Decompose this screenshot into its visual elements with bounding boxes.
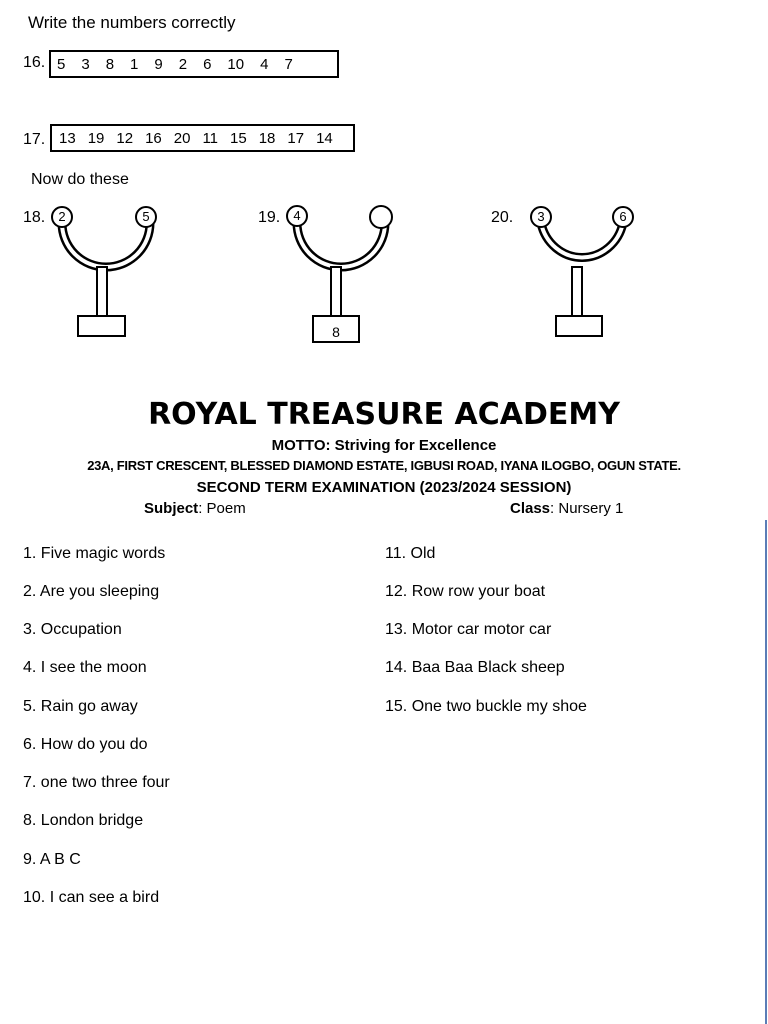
number: 1 [130,55,139,73]
list-item: 15. One two buckle my shoe [385,698,587,715]
list-item: 13. Motor car motor car [385,621,552,638]
number: 4 [260,55,269,73]
subject-line [144,500,246,517]
number: 7 [284,55,293,73]
list-item: 1. Five magic words [23,545,166,562]
class-line [510,500,623,517]
subheading: Now do these [31,171,129,188]
school-address: 23A, FIRST CRESCENT, BLESSED DIAMOND ESTATE, IGBUSI ROAD, IYANA ILOGBO, OGUN STATE. [87,458,681,473]
number: 19 [87,129,105,147]
number: 5 [57,55,66,73]
number: 6 [203,55,212,73]
abacus-18-left-bead: 2 [51,206,73,228]
subject-value: : Poem [198,500,246,517]
list-item: 3. Occupation [23,621,122,638]
class-label: Class [510,500,551,517]
question-20-label: 20. [491,209,514,226]
class-value: : Nursery 1 [550,500,624,517]
number: 14 [316,129,333,147]
list-item: 7. one two three four [23,774,170,791]
list-item: 11. Old [385,545,436,562]
list-item: 14. Baa Baa Black sheep [385,659,565,676]
number: 15 [230,129,247,147]
exam-title: SECOND TERM EXAMINATION (2023/2024 SESSION) [196,479,572,496]
abacus-19-base: 8 [312,315,360,343]
subject-label: Subject [144,500,199,517]
abacus-20-left-bead: 3 [530,206,552,228]
list-item: 4. I see the moon [23,659,147,676]
question-19-label: 19. [258,209,281,226]
page-edge-rule [765,520,767,1024]
number: 2 [178,55,188,73]
number: 11 [202,129,219,147]
number: 17 [287,129,305,147]
question-16-label: 16. [23,54,46,71]
question-17-label: 17. [23,131,46,148]
question-17-number-box [50,124,355,152]
abacus-18-right-bead: 5 [135,206,157,228]
list-item: 8. London bridge [23,812,144,829]
number: 16 [145,129,162,147]
list-item: 12. Row row your boat [385,583,546,600]
list-item: 6. How do you do [23,736,148,753]
number: 3 [81,55,90,73]
list-item: 2. Are you sleeping [23,583,160,600]
abacus-20-base [555,315,603,337]
abacus-19-right-bead [369,205,393,229]
school-motto: MOTTO: Striving for Excellence [271,437,497,454]
number: 18 [258,129,276,147]
number: 8 [105,55,115,73]
abacus-20-right-bead: 6 [612,206,634,228]
list-item: 10. I can see a bird [23,889,160,906]
number: 20 [173,129,191,147]
list-item: 5. Rain go away [23,698,138,715]
question-16-number-box [49,50,339,78]
question-18-label: 18. [23,209,46,226]
number: 10 [227,55,245,73]
abacus-19-left-bead: 4 [286,205,308,227]
number: 13 [59,129,76,147]
number: 12 [116,129,134,147]
abacus-18-base [77,315,126,337]
school-name: ROYAL TREASURE ACADEMY [148,397,620,432]
list-item: 9. A B C [23,851,81,868]
number: 9 [154,55,163,73]
instruction-text: Write the numbers correctly [28,13,236,32]
